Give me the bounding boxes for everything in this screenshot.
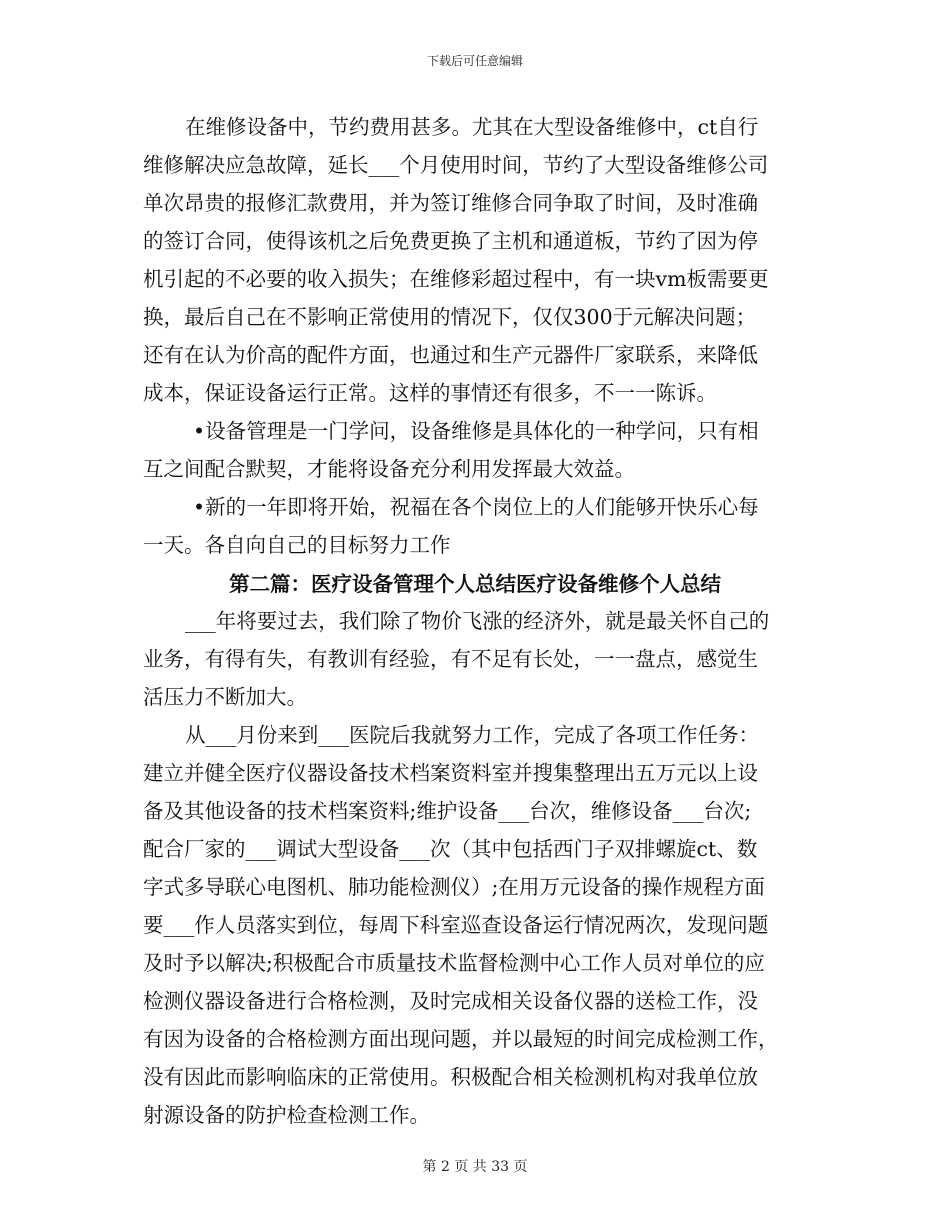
paragraph-line: 检测仪器设备进行合格检测，及时完成相关设备仪器的送检工作，没 [143, 989, 758, 1013]
paragraph-line: 机引起的不必要的收入损失；在维修彩超过程中，有一块vm板需要更 [143, 267, 769, 291]
paragraph-line: 换，最后自己在不影响正常使用的情况下，仅仅300于元解决问题； [143, 305, 757, 329]
page-header: 下载后可任意编辑 [426, 54, 523, 68]
paragraph-line: 及时予以解决;积极配合市质量技术监督检测中心工作人员对单位的应 [143, 951, 765, 975]
paragraph-line: 建立并健全医疗仪器设备技术档案资料室并搜集整理出五万元以上设 [143, 761, 758, 785]
paragraph-line: ___年将要过去，我们除了物价飞涨的经济外，就是最关怀自己的 [185, 609, 770, 633]
bullet-line: 互之间配合默契，才能将设备充分利用发挥最大效益。 [143, 457, 635, 481]
paragraph-line: 有因为设备的合格检测方面出现问题，并以最短的时间完成检测工作， [143, 1027, 779, 1051]
bullet-line: •设备管理是一门学问，设备维修是具体化的一种学问，只有相 [193, 419, 759, 443]
page-footer: 第 2 页 共 33 页 [422, 1159, 528, 1175]
bullet-line: •新的一年即将开始，祝福在各个岗位上的人们能够开快乐心每 [193, 495, 759, 519]
section-title: 第二篇：医疗设备管理个人总结医疗设备维修个人总结 [229, 572, 721, 596]
paragraph-line: 没有因此而影响临床的正常使用。积极配合相关检测机构对我单位放 [143, 1065, 758, 1089]
paragraph-line: 配合厂家的___调试大型设备___次（其中包括西门子双排螺旋ct、数 [143, 837, 758, 861]
paragraph-line: 维修解决应急故障，延长___个月使用时间，节约了大型设备维修公司 [143, 153, 769, 177]
paragraph-line: 从___月份来到___医院后我就努力工作，完成了各项工作任务： [185, 723, 759, 747]
paragraph-line: 备及其他设备的技术档案资料;维护设备___台次，维修设备___台次; [143, 799, 752, 823]
paragraph-line: 成本，保证设备运行正常。这样的事情还有很多，不一一陈诉。 [143, 381, 717, 405]
paragraph-line: 单次昂贵的报修汇款费用，并为签订维修合同争取了时间，及时准确 [143, 191, 758, 215]
paragraph-line: 射源设备的防护检查检测工作。 [143, 1103, 430, 1127]
paragraph-line: 要___作人员落实到位，每周下科室巡查设备运行情况两次，发现问题 [143, 913, 769, 937]
paragraph-line: 的签订合同，使得该机之后免费更换了主机和通道板，节约了因为停 [143, 229, 758, 253]
bullet-line: 一天。各自向自己的目标努力工作 [143, 533, 451, 557]
paragraph-line: 活压力不断加大。 [143, 685, 307, 709]
paragraph-line: 字式多导联心电图机、肺功能检测仪）;在用万元设备的操作规程方面 [143, 875, 765, 899]
paragraph-line: 还有在认为价高的配件方面，也通过和生产元器件厂家联系，来降低 [143, 343, 758, 367]
paragraph-line: 在维修设备中，节约费用甚多。尤其在大型设备维修中，ct自行 [185, 115, 759, 139]
paragraph-line: 业务，有得有失，有教训有经验，有不足有长处，一一盘点，感觉生 [143, 647, 758, 671]
